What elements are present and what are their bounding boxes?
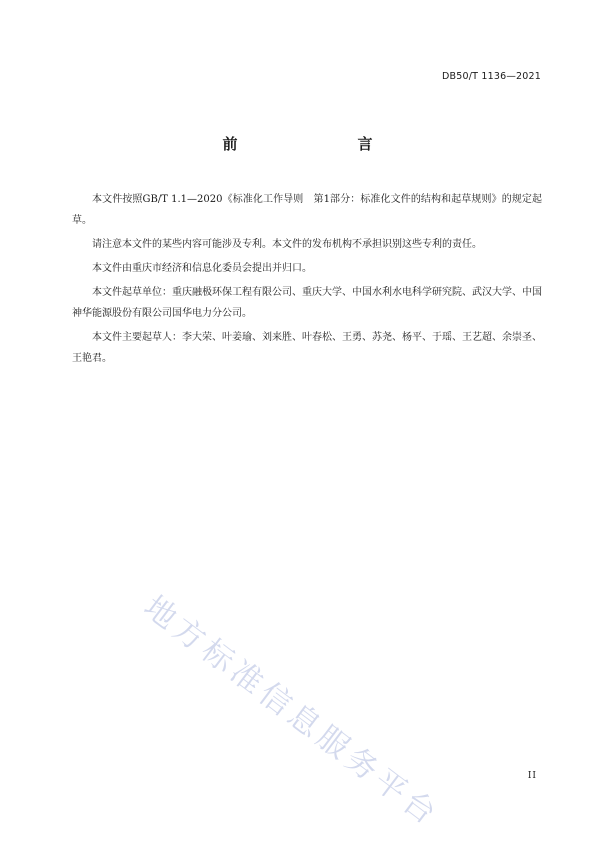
foreword-body xyxy=(72,189,542,372)
paragraph-drafting-rules: 本文件按照GB/T 1.1—2020《标准化工作导则 第1部分：标准化文件的结构和起草规则》的规定起草。 xyxy=(72,194,542,226)
page-title: 前 言 xyxy=(222,135,403,153)
paragraph-patent-notice: 请注意本文件的某些内容可能涉及专利。本文件的发布机构不承担识别这些专利的责任。 xyxy=(92,239,482,250)
watermark: 地方标准信息服务平台 xyxy=(137,588,447,835)
paragraph-drafting-units: 本文件起草单位：重庆融极环保工程有限公司、重庆大学、中国水利水电科学研究院、武汉大学、中国神华能源股份有限公司国华电力分公司。 xyxy=(72,287,542,319)
paragraph-proposer: 本文件由重庆市经济和信息化委员会提出并归口。 xyxy=(92,263,312,274)
page-number: II xyxy=(527,771,537,781)
document-code: DB50/T 1136—2021 xyxy=(442,71,541,82)
paragraph-drafters: 本文件主要起草人：李大荣、叶姜瑜、刘来胜、叶春松、王勇、苏尧、杨平、于瑶、王艺超、余崇圣、王艳君。 xyxy=(72,332,542,364)
